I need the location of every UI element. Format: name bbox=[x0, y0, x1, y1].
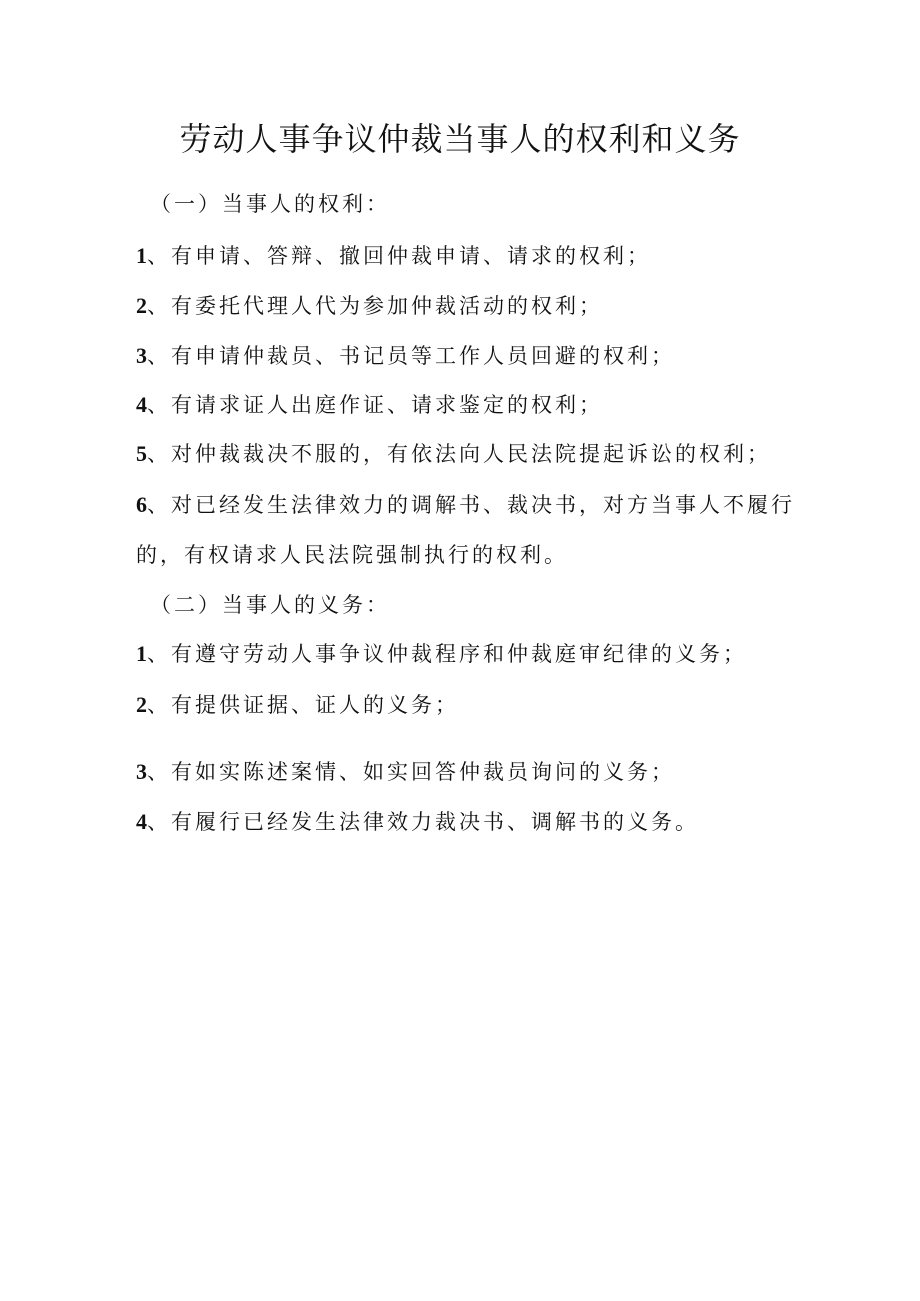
item-text: 、有申请、答辩、撤回仲裁申请、请求的权利； bbox=[147, 244, 651, 268]
obligations-item-3 bbox=[136, 758, 675, 786]
rights-item-4 bbox=[136, 391, 603, 419]
obligations-item-2 bbox=[136, 691, 459, 719]
item-text: 、有提供证据、证人的义务； bbox=[147, 693, 459, 717]
item-number: 2 bbox=[136, 293, 147, 318]
item-number: 1 bbox=[136, 243, 147, 268]
rights-item-2 bbox=[136, 292, 603, 320]
item-text: 、有请求证人出庭作证、请求鉴定的权利； bbox=[147, 393, 603, 417]
item-text: 、有申请仲裁员、书记员等工作人员回避的权利； bbox=[147, 344, 675, 368]
item-text: 、有履行已经发生法律效力裁决书、调解书的义务。 bbox=[147, 810, 699, 834]
item-number: 4 bbox=[136, 809, 147, 834]
item-text: 、对仲裁裁决不服的，有依法向人民法院提起诉讼的权利； bbox=[147, 442, 771, 466]
obligations-heading: （二）当事人的义务： bbox=[150, 593, 390, 617]
item-text: 、对已经发生法律效力的调解书、裁决书，对方当事人不履行 bbox=[147, 493, 795, 517]
item-number: 4 bbox=[136, 392, 147, 417]
document-title: 劳动人事争议仲裁当事人的权利和义务 bbox=[179, 120, 741, 158]
item-number: 3 bbox=[136, 343, 147, 368]
rights-item-6-continuation: 的，有权请求人民法院强制执行的权利。 bbox=[136, 543, 568, 567]
rights-item-6 bbox=[136, 491, 795, 519]
item-text: 、有如实陈述案情、如实回答仲裁员询问的义务； bbox=[147, 760, 675, 784]
item-number: 1 bbox=[136, 641, 147, 666]
rights-item-5 bbox=[136, 440, 771, 468]
obligations-item-1 bbox=[136, 640, 747, 668]
item-number: 5 bbox=[136, 441, 147, 466]
obligations-item-4 bbox=[136, 808, 699, 836]
rights-heading: （一）当事人的权利： bbox=[150, 192, 390, 216]
item-text: 、有委托代理人代为参加仲裁活动的权利； bbox=[147, 294, 603, 318]
rights-item-3 bbox=[136, 342, 675, 370]
item-number: 3 bbox=[136, 759, 147, 784]
item-text: 、有遵守劳动人事争议仲裁程序和仲裁庭审纪律的义务； bbox=[147, 642, 747, 666]
item-number: 6 bbox=[136, 492, 147, 517]
rights-item-1 bbox=[136, 242, 651, 270]
item-number: 2 bbox=[136, 692, 147, 717]
